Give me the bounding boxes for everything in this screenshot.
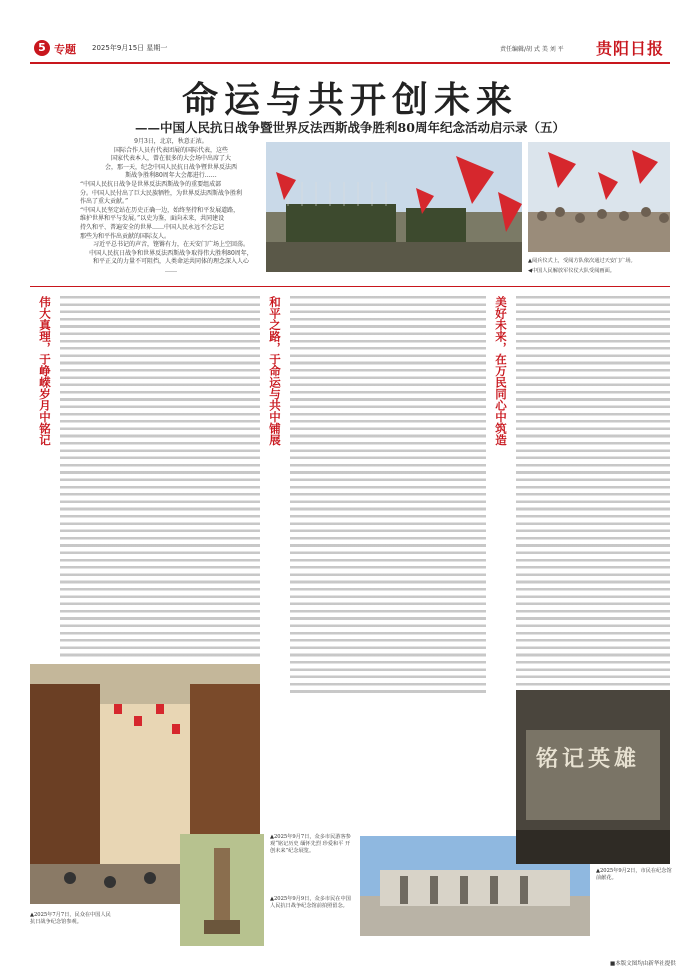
photo-caption: ▲2025年9月2日，市民在纪念馆前献花。 [596,868,672,881]
quote-line: 和平正义的力量不可阻挡，人类命运共同体的理念深入人心 [92,258,249,266]
photo-caption: ▲2025年9月7日，众多市民游客参观“铭记历史 缅怀先烈 珍爱和平 开创未来”纪念展览。 [270,834,351,854]
inscription-text: 铭记英雄 [536,746,641,772]
section-heading: 美好未来，在万民同心中筑造 [494,296,508,446]
page-title: 命运与共开创未来 [181,79,518,121]
body-text-column [60,296,260,660]
quote-line: …… [165,266,177,274]
quote-line: “中国人民抗日战争是世界反法西斯战争的重要组成部 [80,180,222,188]
section-label: 专题 [54,43,76,56]
newspaper-logo: 贵阳日报 [596,39,665,58]
photo-caption: ▲2025年9月9日，众多市民在中国人民抗日战争纪念馆前拍照留念。 [270,896,351,909]
crowd-photo [528,142,670,252]
body-text-column [516,296,670,686]
editor-credit: 责任编辑/胡 式 美 刘 平 [500,46,564,53]
page-number-badge: 5 [34,40,50,56]
section-heading: 伟大真理，于峥嵘岁月中铭记 [38,296,52,446]
photo-caption: ▲2025年7月7日，民众在中国人民抗日战争纪念馆参观。 [30,912,111,925]
inscription-photo [516,690,670,864]
quote-line: 国家代表本人，曾在很多的大会场中出席了大 [110,155,231,163]
page-subtitle: ——中国人民抗日战争暨世界反法西斯战争胜利80周年纪念活动启示录（五） [135,120,565,135]
quote-line: 斯战争胜利80周年大会都进行…… [125,172,217,180]
quote-line: 作出了重大贡献。” [80,198,129,206]
photo-caption: ◀中国人民解放军仪仗大队受阅画面。 [528,268,615,274]
photo-caption: ▲阅兵仪式上，受阅方队依次通过天安门广场。 [528,258,636,264]
page-footer: ■本版文图均由新华社提供 [610,961,676,967]
quote-line: 分。中国人民付出了巨大民族牺牲，为世界反法西斯战争胜利 [80,189,243,197]
quote-line: “中国人民坚定站在历史正确一边，始终坚持和平发展道路， [80,206,240,214]
quote-line: 习近平总书记的声音，铿锵有力，在天安门广场上空回荡。 [92,241,249,249]
parade-photo [266,142,522,272]
parade-illustration [266,142,522,272]
quote-line: 中国人民抗日战争和世界反法西斯战争取得伟大胜利80周年， [89,249,253,257]
body-text-column [290,296,486,696]
section-heading: 和平之路，于命运与共中铺展 [268,296,282,446]
crowd-illustration [528,142,670,252]
divider [30,286,670,287]
quote-line: 持久和平、普遍安全的世界……中国人民永远不会忘记 [80,223,225,231]
quote-line: 维护世界和平与发展。”以史为鉴，面向未来，共同建设 [80,215,225,223]
memorial-photo [180,834,264,946]
issue-date: 2025年9月15日 星期一 [92,44,168,52]
memorial-illustration [180,834,264,946]
quote-line: 9月3日，北京，秋意正浓。 [134,138,208,145]
inscription-illustration [516,690,670,864]
quote-line: 那些为和平作出贡献的国际友人。 [80,232,171,240]
quote-line: 国际合作人员有代表团展的国际代表，这些 [113,146,228,154]
quote-line: 会，那一天，纪念中国人民抗日战争暨世界反法西 [104,163,237,171]
